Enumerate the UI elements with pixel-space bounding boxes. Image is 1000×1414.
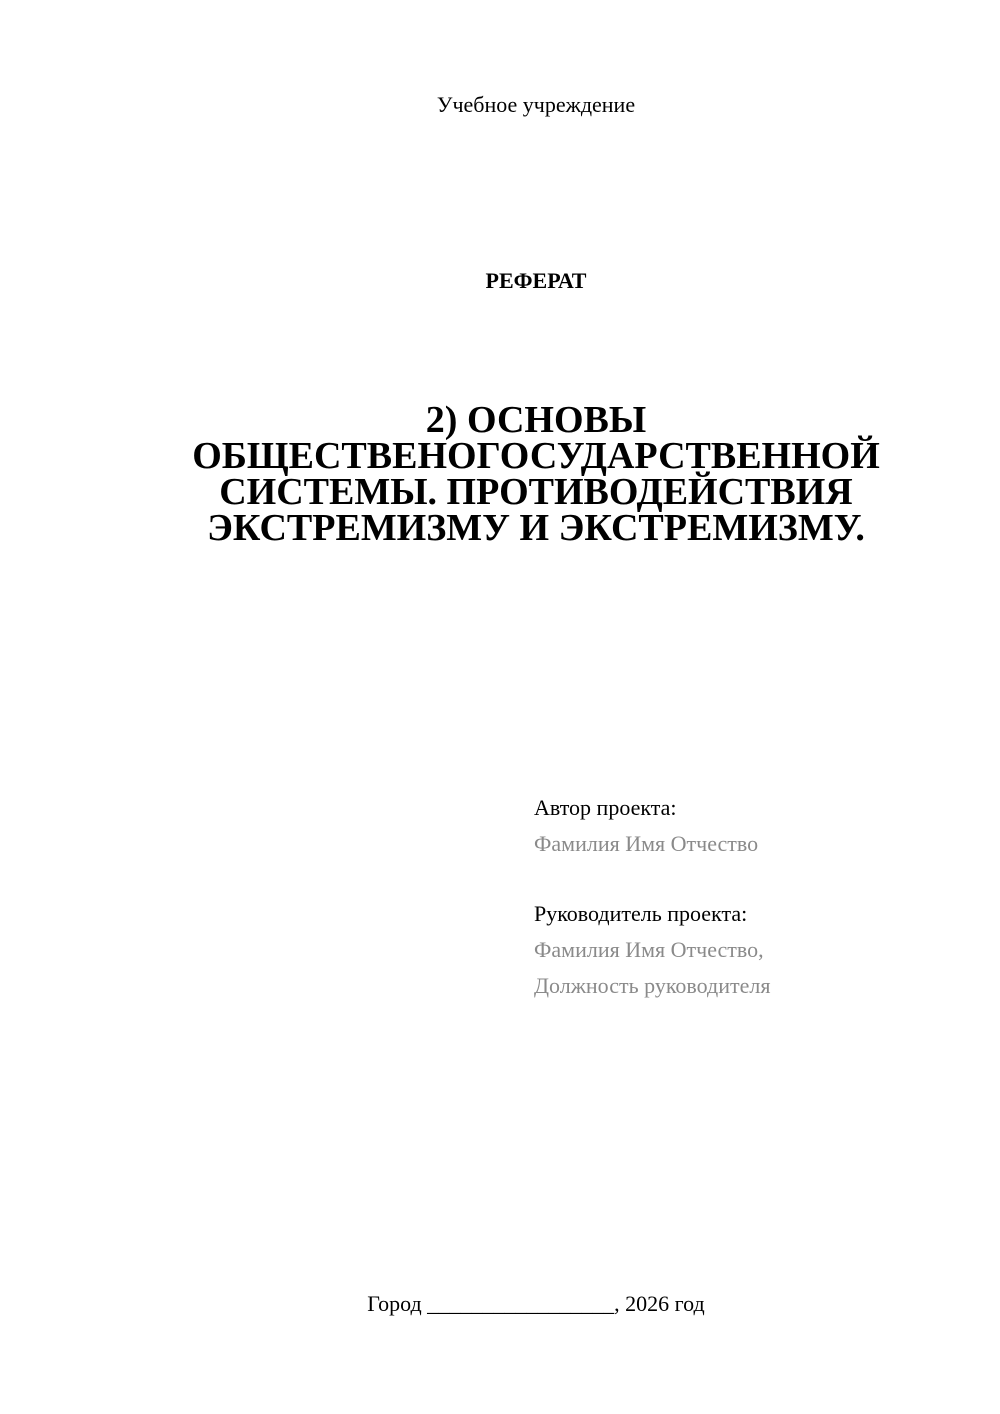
topic-title-line: ЭКСТРЕМИЗМУ И ЭКСТРЕМИЗМУ. [207,507,865,549]
city-year-line: Город _________________, 2026 год [367,1291,705,1316]
supervisor-label: Руководитель проекта: [534,901,748,926]
supervisor-name: Фамилия Имя Отчество, [534,937,764,962]
institution-name: Учебное учреждение [436,92,636,117]
topic-title-line: ОБЩЕСТВЕНОГОСУДАРСТВЕННОЙ [192,435,880,477]
supervisor-block [534,896,954,1004]
author-name: Фамилия Имя Отчество [534,831,759,856]
topic-title [150,399,922,549]
author-block [534,790,954,862]
topic-title-line: СИСТЕМЫ. ПРОТИВОДЕЙСТВИЯ [219,471,853,513]
author-label: Автор проекта: [534,795,677,820]
supervisor-position: Должность руководителя [534,973,771,998]
document-type: РЕФЕРАТ [485,268,587,293]
topic-title-line: 2) ОСНОВЫ [425,399,647,441]
